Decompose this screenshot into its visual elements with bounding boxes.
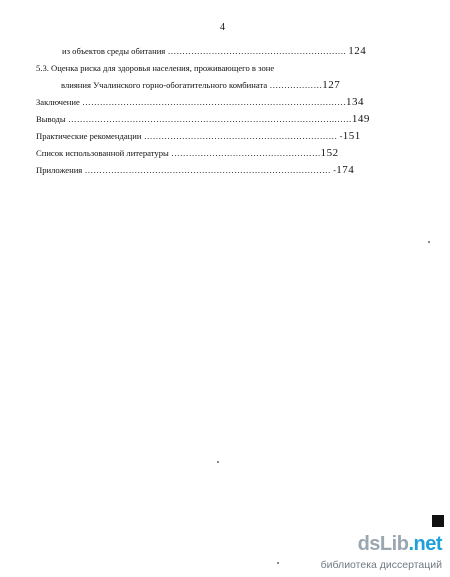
toc-entry-title: Приложения [36, 165, 83, 175]
toc-entry-page: 124 [348, 45, 367, 57]
toc-entry-5 [36, 113, 370, 125]
toc-entry-leader: ………………………………………………………………………… - [82, 165, 337, 175]
toc-entry-page: 134 [346, 96, 364, 108]
watermark-logo-domain: .net [408, 533, 442, 555]
toc-entry-leader: ……………………………………………………. [165, 46, 349, 56]
scan-speck [277, 562, 279, 564]
toc-entry-8 [36, 164, 354, 176]
toc-entry-1 [62, 45, 366, 57]
toc-entry-3 [61, 79, 340, 91]
watermark-logo-main: dsLib [357, 533, 409, 555]
toc-entry-leader: ………………………………………………………… - [141, 131, 343, 141]
toc-entry-title: Практические рекомендации [36, 131, 142, 141]
watermark [312, 533, 442, 575]
toc-entry-4 [36, 96, 364, 108]
toc-entry-title: Список использованной литературы [36, 148, 169, 158]
toc-entry-title: из объектов среды обитания [62, 46, 166, 56]
toc-entry-title: 5.3. Оценка риска для здоровья населения, проживающего в зоне [36, 63, 275, 73]
watermark-logo [358, 533, 442, 556]
toc-entry-2 [36, 62, 274, 74]
toc-entry-leader: …………………………………………… [168, 148, 321, 158]
watermark-caption: библиотека диссертаций [320, 559, 442, 571]
scan-speck [428, 241, 430, 243]
toc-entry-6 [36, 130, 361, 142]
toc-entry-page: 127 [322, 79, 341, 91]
toc-entry-page: 151 [342, 130, 361, 142]
scan-corner-mark [432, 515, 444, 527]
toc-entry-title: Выводы [36, 114, 66, 124]
toc-entry-leader: ……………… [267, 80, 323, 90]
toc-entry-page: 149 [351, 113, 370, 125]
page-number: 4 [220, 22, 225, 33]
toc-entry-title: Заключение [36, 97, 80, 107]
toc-entry-page: 174 [336, 164, 355, 176]
toc-entry-leader: ……………………………………………………………………………… [79, 97, 346, 107]
toc-entry-leader: ……………………………………………………………………………….…… [65, 114, 352, 124]
scan-speck [217, 461, 219, 463]
toc-entry-title: влияния Учалинского горно-обогатительного комбината [61, 80, 268, 90]
toc-entry-page: 152 [320, 147, 339, 159]
toc-entry-7 [36, 147, 339, 159]
